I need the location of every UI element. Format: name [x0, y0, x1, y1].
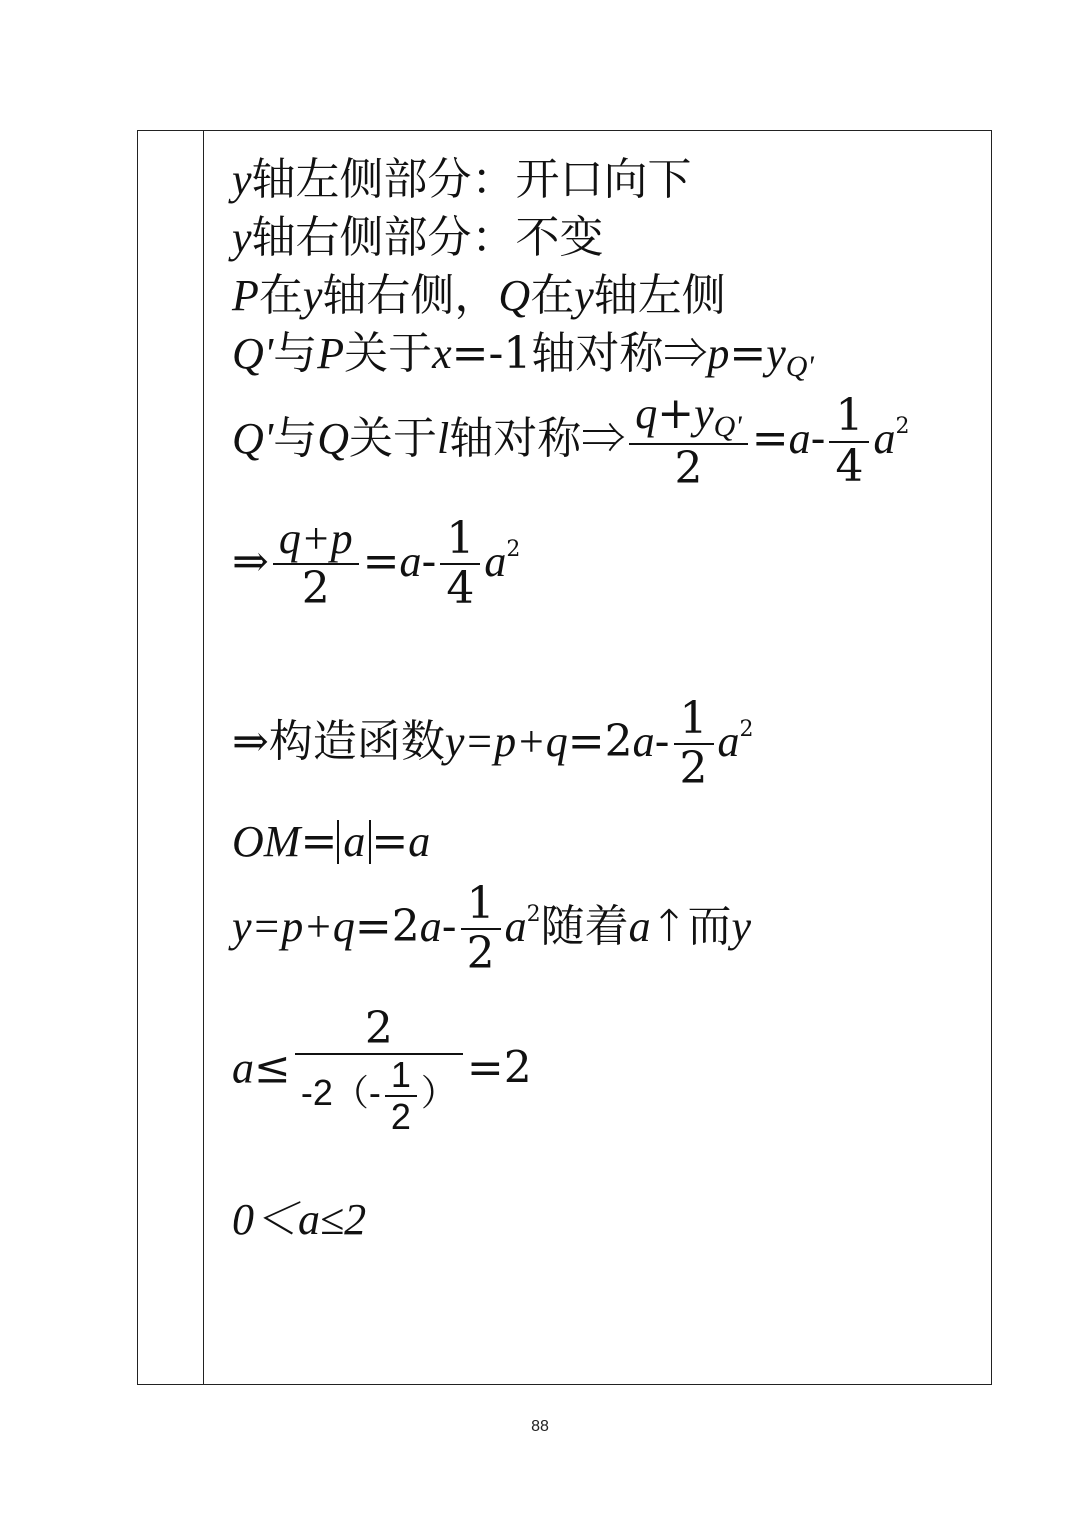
line-3: P在y轴右侧，Q在y轴左侧 [232, 270, 726, 321]
line-4: Q'与P关于x=-1轴对称$\Rightarrow p=y_{Q'}$ [232, 328, 814, 383]
line-2: y轴右侧部分：不变 [232, 212, 604, 263]
fraction-q-plus-yq-over-2: $\frac{q+y_{Q'}}{2}$ [629, 390, 748, 493]
complex-fraction: 2 -2（- $\frac{1}{2}$ ） [295, 1005, 463, 1137]
line-7: ⇒构造函数y=p+q=2a- $\frac{1}{2}$ $a^2$ [232, 693, 754, 795]
fraction-q-plus-p-over-2: $\frac{q+p}{2}$ [273, 515, 359, 614]
line-9: y=p+q=2a- $\frac{1}{2}$ $a^2$随着a↑而y [232, 878, 752, 980]
line-1: y轴左侧部分：开口向下 [232, 154, 692, 205]
line-10: a≤ 2 -2（- $\frac{1}{2}$ ） =2 [232, 1003, 532, 1137]
fraction-one-half: $\frac{1}{2}$ [674, 695, 714, 794]
line-5: Q'与Q关于l轴对称⇒ $\frac{q+y_{Q'}}{2}$ =a- $\frac{1}{4}$ $a^2$ [232, 388, 910, 494]
fraction-one-half: $\frac{1}{2}$ [461, 880, 501, 979]
page-number: 88 [531, 1418, 549, 1435]
column-divider [203, 130, 204, 1385]
line-11: 0＜a≤2 [232, 1195, 367, 1244]
fraction-one-quarter: $\frac{1}{4}$ [829, 392, 869, 491]
fraction-one-half: $\frac{1}{2}$ [385, 1055, 417, 1136]
fraction-one-quarter: $\frac{1}{4}$ [440, 515, 480, 614]
absolute-value-a: a [337, 820, 371, 864]
line-8: OM= a =a [232, 816, 431, 867]
line-6: ⇒ $\frac{q+p}{2}$ =a- $\frac{1}{4}$ $a^2$ [232, 513, 521, 615]
